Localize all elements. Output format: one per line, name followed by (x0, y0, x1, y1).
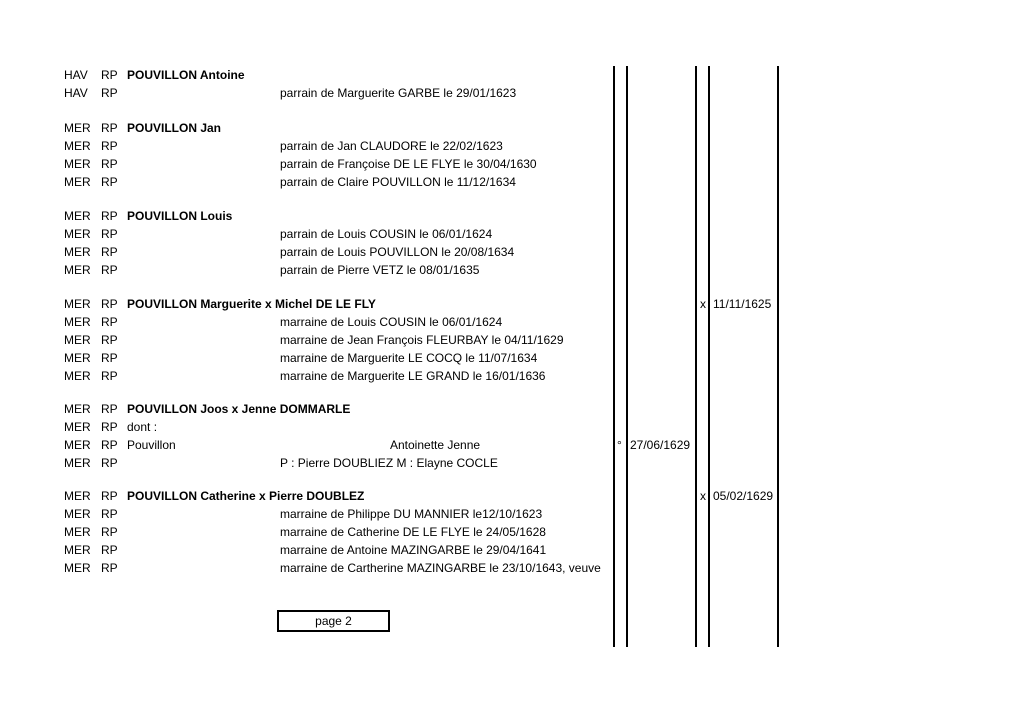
record-type: RP (101, 525, 118, 539)
region-code: MER (64, 456, 91, 470)
table-row (0, 436, 1024, 454)
record-type: RP (101, 561, 118, 575)
region-code: MER (64, 333, 91, 347)
region-code: MER (64, 139, 91, 153)
table-row (0, 523, 1024, 541)
record-description: parrain de Louis POUVILLON le 20/08/1634 (280, 245, 515, 259)
record-note: dont : (127, 420, 158, 434)
child-given-names: Antoinette Jenne (390, 438, 481, 452)
marriage-date: 11/11/1625 (713, 297, 772, 311)
table-row (0, 137, 1024, 155)
record-type: RP (101, 175, 118, 189)
table-row (0, 367, 1024, 385)
record-type: RP (101, 139, 118, 153)
marriage-date: 05/02/1629 (713, 489, 774, 503)
record-description: parrain de Louis COUSIN le 06/01/1624 (280, 227, 493, 241)
table-row (0, 261, 1024, 279)
record-type: RP (101, 507, 118, 521)
record-type: RP (101, 369, 118, 383)
record-type: RP (101, 86, 118, 100)
person-name: POUVILLON Louis (127, 209, 233, 223)
record-description: parrain de Françoise DE LE FLYE le 30/04/1630 (280, 157, 537, 171)
record-type: RP (101, 157, 118, 171)
table-row (0, 155, 1024, 173)
table-row (0, 119, 1024, 137)
region-code: MER (64, 543, 91, 557)
record-description: marraine de Jean François FLEURBAY le 04/11/1629 (280, 333, 564, 347)
record-description: marraine de Cartherine MAZINGARBE le 23/10/1643, veuve (280, 561, 601, 575)
region-code: MER (64, 489, 91, 503)
table-row (0, 84, 1024, 102)
record-description: parrain de Claire POUVILLON le 11/12/1634 (280, 175, 516, 189)
marriage-mark: x (700, 489, 706, 503)
table-row (0, 541, 1024, 559)
region-code: MER (64, 227, 91, 241)
region-code: MER (64, 315, 91, 329)
table-row (0, 207, 1024, 225)
table-row (0, 225, 1024, 243)
region-code: MER (64, 369, 91, 383)
record-description: P : Pierre DOUBLIEZ M : Elayne COCLE (280, 456, 498, 470)
region-code: MER (64, 209, 91, 223)
table-row (0, 349, 1024, 367)
table-row (0, 313, 1024, 331)
birth-mark: ° (617, 438, 622, 452)
region-code: MER (64, 525, 91, 539)
birth-date: 27/06/1629 (630, 438, 691, 452)
record-description: marraine de Antoine MAZINGARBE le 29/04/1641 (280, 543, 547, 557)
region-code: MER (64, 175, 91, 189)
record-type: RP (101, 333, 118, 347)
record-description: marraine de Marguerite LE GRAND le 16/01/1636 (280, 369, 546, 383)
region-code: MER (64, 561, 91, 575)
region-code: MER (64, 297, 91, 311)
record-type: RP (101, 420, 118, 434)
record-type: RP (101, 121, 118, 135)
record-description: parrain de Pierre VETZ le 08/01/1635 (280, 263, 480, 277)
region-code: HAV (64, 86, 88, 100)
table-row (0, 454, 1024, 472)
table-row (0, 331, 1024, 349)
record-description: parrain de Marguerite GARBE le 29/01/1623 (280, 86, 517, 100)
record-type: RP (101, 263, 118, 277)
region-code: MER (64, 121, 91, 135)
record-type: RP (101, 351, 118, 365)
page-number-box: page 2 (277, 610, 390, 632)
table-row (0, 66, 1024, 84)
region-code: HAV (64, 68, 88, 82)
table-row (0, 243, 1024, 261)
table-row (0, 295, 1024, 313)
record-description: parrain de Jan CLAUDORE le 22/02/1623 (280, 139, 503, 153)
region-code: MER (64, 420, 91, 434)
record-description: marraine de Catherine DE LE FLYE le 24/05/1628 (280, 525, 546, 539)
record-type: RP (101, 227, 118, 241)
person-name: POUVILLON Catherine x Pierre DOUBLEZ (127, 489, 365, 503)
record-type: RP (101, 209, 118, 223)
person-name: POUVILLON Joos x Jenne DOMMARLE (127, 402, 351, 416)
region-code: MER (64, 245, 91, 259)
table-row (0, 400, 1024, 418)
child-surname: Pouvillon (127, 438, 176, 452)
record-type: RP (101, 245, 118, 259)
record-type: RP (101, 297, 118, 311)
table-row (0, 505, 1024, 523)
table-row (0, 559, 1024, 577)
region-code: MER (64, 507, 91, 521)
person-name: POUVILLON Marguerite x Michel DE LE FLY (127, 297, 376, 311)
record-type: RP (101, 489, 118, 503)
record-description: marraine de Philippe DU MANNIER le12/10/1623 (280, 507, 543, 521)
region-code: MER (64, 402, 91, 416)
region-code: MER (64, 351, 91, 365)
person-name: POUVILLON Jan (127, 121, 222, 135)
record-type: RP (101, 402, 118, 416)
record-type: RP (101, 438, 118, 452)
record-type: RP (101, 456, 118, 470)
record-type: RP (101, 543, 118, 557)
record-description: marraine de Marguerite LE COCQ le 11/07/1634 (280, 351, 538, 365)
marriage-mark: x (700, 297, 706, 311)
region-code: MER (64, 438, 91, 452)
region-code: MER (64, 157, 91, 171)
record-description: marraine de Louis COUSIN le 06/01/1624 (280, 315, 503, 329)
table-row (0, 418, 1024, 436)
table-row (0, 487, 1024, 505)
region-code: MER (64, 263, 91, 277)
record-type: RP (101, 315, 118, 329)
table-row (0, 173, 1024, 191)
person-name: POUVILLON Antoine (127, 68, 245, 82)
record-type: RP (101, 68, 118, 82)
